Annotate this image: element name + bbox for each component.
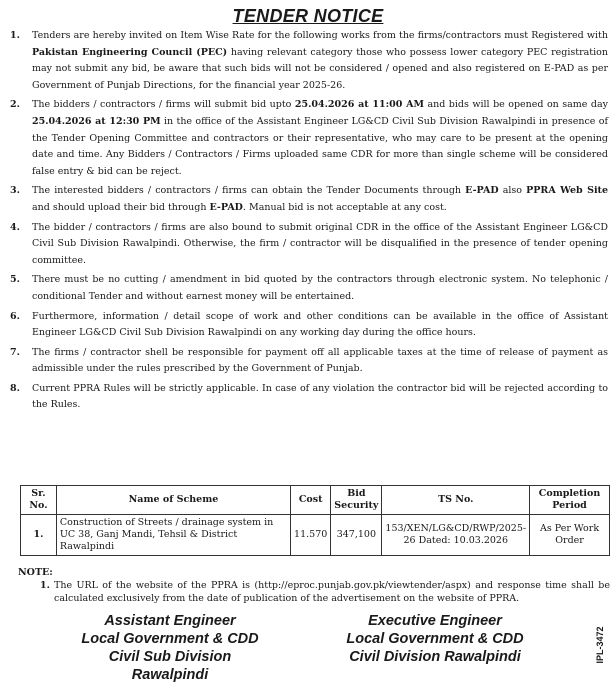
term-item (8, 272, 608, 305)
signature-line: Local Government & CDD (81, 631, 259, 647)
term-number: 6. (10, 310, 20, 322)
term-item (8, 309, 608, 342)
term-text (32, 309, 608, 342)
term-text (32, 220, 608, 270)
header-cost: Cost (291, 486, 331, 515)
term-number: 2. (10, 99, 20, 111)
cell-scheme: Construction of Streets / drainage system in UC 38, Ganj Mandi, Tehsil & District Rawalpindi (56, 515, 290, 556)
signature-line: Assistant Engineer (104, 613, 236, 629)
header-completion: Completion Period (530, 486, 610, 515)
term-item (8, 220, 608, 270)
term-text (32, 183, 608, 216)
table-row (21, 515, 610, 556)
signature-line: Local Government & CDD (346, 631, 524, 647)
header-scheme: Name of Scheme (56, 486, 290, 515)
signature-assistant-engineer (70, 612, 270, 684)
cell-cost: 11.570 (291, 515, 331, 556)
signature-line: Civil Sub Division Rawalpindi (108, 649, 232, 683)
term-highlight: E-PAD (209, 201, 243, 213)
term-segment: The bidder / contractors / firms are also bound to submit original CDR in the office of the Assistant Engineer LG&CD Civil Sub Division Rawalpindi. Otherwise, the firm / contractor will be disqualified in the presence of tender opening committee. (32, 221, 608, 266)
reference-code (592, 615, 608, 675)
term-highlight: PPRA Web Site (526, 185, 608, 197)
term-segment: and should upload their bid through (32, 201, 210, 213)
header-bid-security: Bid Security (331, 486, 382, 515)
cell-completion: As Per Work Order (530, 515, 610, 556)
note-heading: NOTE: (18, 567, 53, 578)
terms-list (8, 28, 608, 417)
signature-line: Executive Engineer (368, 613, 502, 629)
term-segment: There must be no cutting / amendment in bid quoted by the contractors through electronic system. No telephonic / conditional Tender and without earnest money will be entertained. (32, 274, 608, 302)
term-item (8, 345, 608, 378)
term-number: 1. (10, 30, 20, 41)
term-item (8, 381, 608, 414)
term-highlight: Pakistan Engineering Council (PEC) (32, 46, 228, 58)
term-segment: Tenders are hereby invited on Item Wise Rate for the following works from the firms/contractors must Registered with (32, 30, 608, 41)
term-number: 8. (10, 382, 20, 394)
term-segment: Current PPRA Rules will be strictly applicable. In case of any violation the contractor bid will be rejected according to the Rules. (32, 382, 608, 411)
term-segment: The bidders / contractors / firms will submit bid upto (32, 99, 295, 111)
term-segment: Furthermore, information / detail scope of work and other conditions can be available in the office of Assistant Engineer LG&CD Civil Sub Division Rawalpindi on any working day during the office hours. (32, 310, 608, 339)
header-ts-no: TS No. (382, 486, 530, 515)
term-text (32, 272, 608, 305)
term-item (8, 28, 608, 94)
term-segment: and bids will be opened on same day (424, 99, 609, 111)
term-segment: The firms / contractor shell be responsible for payment off all applicable taxes at the time of release of payment as admissible under the rules prescribed by the Government of Punjab. (32, 346, 608, 375)
term-segment: . Manual bid is not acceptable at any cost. (242, 201, 447, 213)
term-highlight: 25.04.2026 at 12:30 PM (32, 115, 161, 127)
notes-section (18, 566, 610, 605)
term-text (32, 381, 608, 414)
term-segment: The interested bidders / contractors / firms can obtain the Tender Documents through (32, 185, 466, 197)
table-header-row (21, 486, 610, 515)
term-item (8, 97, 608, 180)
scheme-table (20, 485, 610, 556)
signature-executive-engineer (330, 612, 540, 666)
note-text: The URL of the website of the PPRA is (http://eproc.punjab.gov.pk/viewtender/aspx) and response time shall be calculated exclusively from the date of publication of the advertisement on the website of PPRA. (54, 580, 610, 604)
term-segment: also (498, 185, 527, 197)
term-segment: having relevant category those who possess lower category PEC registration may not submit any bid, be aware that such bids will not be considered / opened and also registered on E-PAD as per Government of Punjab Directions, for the financial year 2025-26. (32, 46, 608, 91)
notice-title: TENDER NOTICE (232, 6, 384, 26)
note-item (38, 579, 610, 605)
term-text (32, 345, 608, 378)
cell-sr-no: 1. (21, 515, 57, 556)
term-number: 5. (10, 274, 20, 286)
term-text (32, 97, 608, 180)
term-item (8, 183, 608, 216)
term-segment: in the office of the Assistant Engineer LG&CD Civil Sub Division Rawalpindi in presence of the Tender Opening Committee and contractors or their representative, who may care to be present at the opening date and time. Any Bidders / Contractors / Firms uploaded same CDR for more than single scheme will be considered false entry & bid can be reject. (32, 115, 608, 177)
note-number: 1. (40, 580, 50, 591)
signature-line: Civil Division Rawalpindi (349, 649, 521, 665)
term-number: 3. (10, 185, 20, 197)
term-highlight: 25.04.2026 at 11:00 AM (294, 99, 424, 111)
header-sr-no: Sr. No. (21, 486, 57, 515)
cell-bid-security: 347,100 (331, 515, 382, 556)
term-number: 4. (10, 221, 20, 233)
reference-code-text: IPL-3472 (595, 626, 605, 664)
term-number: 7. (10, 346, 20, 358)
cell-ts-no: 153/XEN/LG&CD/RWP/2025-26 Dated: 10.03.2026 (382, 515, 530, 556)
term-highlight: E-PAD (465, 185, 499, 197)
term-text (32, 28, 608, 94)
